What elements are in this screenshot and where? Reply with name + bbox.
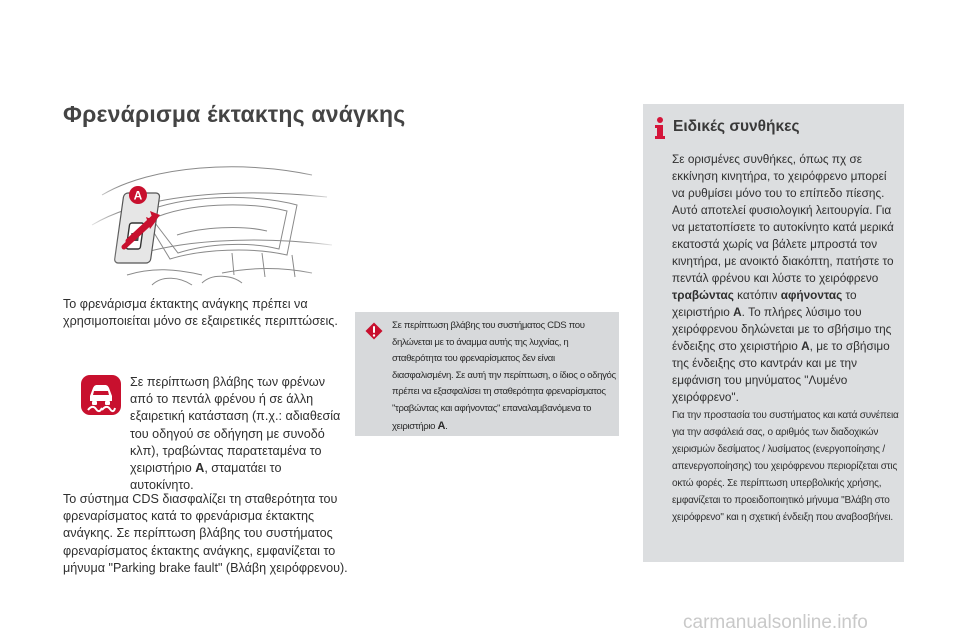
panel-body (672, 151, 900, 406)
intro-text: Το φρενάρισμα έκτακτης ανάγκης πρέπει να χρησιμοποιείται μόνο σε εξαιρετικές περιπτώσεις. (63, 297, 338, 329)
control-ref: A (195, 461, 205, 476)
cds-text: Το σύστημα CDS διασφαλίζει τη σταθερότητα του φρεναρίσματος κατά το φρενάρισμα έκτακτης ανάγκης. Σε περίπτωση βλάβης του συστήματος φρεναρίσματος έκτακτης ανάγκης, εμφανίζεται το μήνυμα "Parking brake fault" (Βλάβη χειρόφρενου). (63, 492, 348, 575)
panel-text: . Το πλήρες λύσιμο του χειρόφρενου δηλώνεται με το σβήσιμο της ένδειξης στο χειριστήριο (672, 305, 892, 353)
special-conditions-panel (643, 104, 904, 562)
page-title: Φρενάρισμα έκτακτης ανάγκης (63, 101, 406, 127)
notice-body: Σε περίπτωση βλάβης του συστήματος CDS που δηλώνεται με το άναμμα αυτής της λυχνίας, η σταθερότητα του φρεναρίσματος δεν είναι διασφαλισμένη. Σε αυτή την περίπτωση, ο ίδιος ο οδηγός πρέπει να εξασφαλίσει τη σταθερότητα φρεναρίσματος "τραβώντας και αφήνοντας" επαναλαμβανόμενα το χειριστήριο (392, 320, 616, 432)
panel-title: Ειδικές συνθήκες (673, 118, 800, 135)
warning-text-end: , σταματάει το αυτοκίνητο. (130, 461, 282, 493)
panel-text: το χειριστήριο (672, 288, 857, 319)
cds-fault-notice (355, 312, 619, 436)
panel-bold-release: αφήνοντας (780, 288, 843, 302)
panel-text: , με το σβήσιμο της ένδειξης στο καντράν και με την εμφάνιση του μηνύματος "Λυμένο χειρόφρενο". (672, 339, 890, 404)
control-ref: A (801, 339, 810, 353)
info-icon (650, 116, 670, 140)
warning-icon (365, 322, 383, 340)
warning-text: Σε περίπτωση βλάβης των φρένων από το πεντάλ φρένου ή σε άλλη εξαιρετική κατάσταση (π.χ.: αδιαθεσία του οδηγού σε οδήγηση με συνοδό κλπ), τραβώντας παρατεταμένα το χειριστήριο (130, 375, 341, 476)
notice-text (392, 318, 617, 435)
panel-text: Σε ορισμένες συνθήκες, όπως πχ σε εκκίνηση κινητήρα, το χειρόφρενο μπορεί να ρυθμίσει μόνο του το επίπεδο πίεσης. Αυτό αποτελεί φυσιολογική λειτουργία. Για να μετατοπίσετε το αυτοκίνητο κατά μερικά εκατοστά χωρίς να βάλετε μπροστά τον κινητήρα, με ανοικτό διακόπτη, πατήστε το πεντάλ φρένου και λύστε το χειρόφρενο (672, 152, 894, 285)
parking-control-illustration (82, 135, 340, 295)
notice-end: . (445, 420, 448, 432)
panel-text: κατόπιν (733, 288, 781, 302)
skid-warning-icon (80, 374, 122, 416)
control-ref: A (437, 419, 446, 432)
watermark: carmanualsonline.info (683, 612, 868, 633)
control-ref: A (733, 305, 742, 319)
emergency-warning-text (130, 374, 345, 494)
panel-bold-pull: τραβώντας (672, 288, 734, 302)
panel-note: Για την προστασία του συστήματος και κατά συνέπεια για την ασφάλειά σας, ο αριθμός των διαδοχικών χειρισμών δεσίματος / λυσίματος (ενεργοποίησης / απενεργοποίησης) του χειρόφρενου περιορίζεται στις οκτώ φορές. Σε περίπτωση υπερβολικής χρήσης, εμφανίζεται το προειδοποιητικό μήνυμα "Βλάβη στο χειρόφρενο" και η σχετική ένδειξη που αναβοσβήνει. (672, 410, 899, 523)
